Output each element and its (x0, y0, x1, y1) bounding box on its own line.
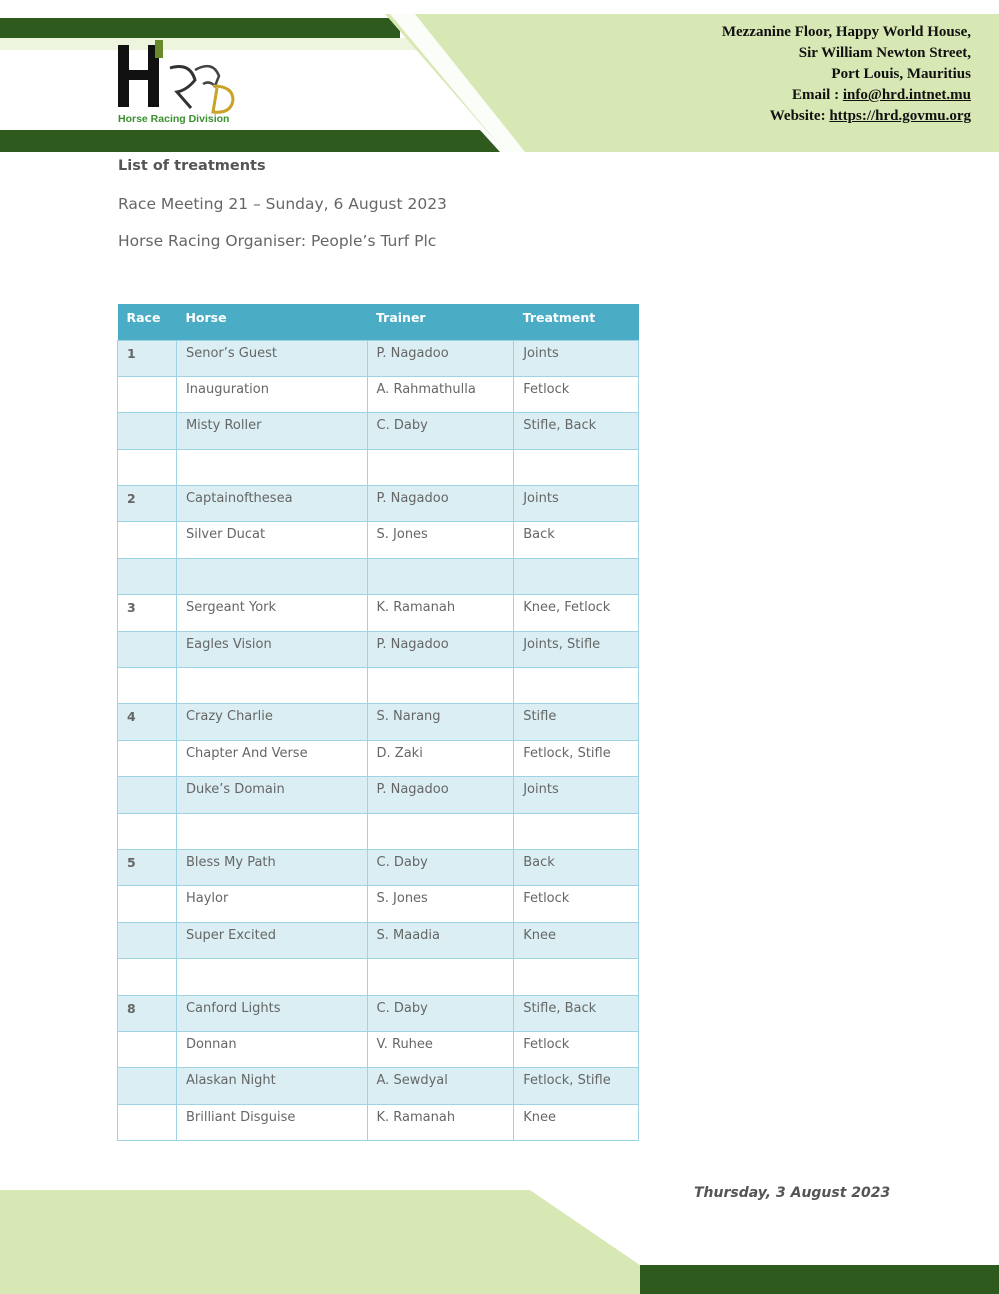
cell-trainer: D. Zaki (367, 740, 514, 776)
table-row (118, 922, 639, 958)
cell-treatment: Joints (514, 777, 639, 813)
cell-treatment: Back (514, 522, 639, 558)
table-row (118, 522, 639, 558)
cell-race (118, 1031, 177, 1067)
cell-race: 1 (118, 340, 177, 376)
cell-trainer: S. Jones (367, 886, 514, 922)
cell-horse: Inauguration (176, 376, 367, 412)
document-title: List of treatments (118, 158, 266, 174)
cell-horse: Bless My Path (176, 849, 367, 885)
cell-trainer: A. Sewdyal (367, 1068, 514, 1104)
cell-horse (176, 558, 367, 594)
table-row (118, 449, 639, 485)
table-row (118, 668, 639, 704)
cell-race (118, 959, 177, 995)
table-row (118, 413, 639, 449)
cell-trainer: S. Maadia (367, 922, 514, 958)
table-row (118, 376, 639, 412)
email-line (722, 85, 971, 106)
email-label: Email : (792, 87, 843, 103)
cell-treatment: Fetlock (514, 1031, 639, 1067)
footer-date: Thursday, 3 August 2023 (694, 1185, 891, 1201)
cell-trainer: A. Rahmathulla (367, 376, 514, 412)
cell-horse: Senor’s Guest (176, 340, 367, 376)
race-meeting: Race Meeting 21 – Sunday, 6 August 2023 (118, 195, 447, 213)
table-row (118, 558, 639, 594)
cell-treatment: Stifle, Back (514, 413, 639, 449)
cell-race (118, 777, 177, 813)
cell-horse: Haylor (176, 886, 367, 922)
cell-trainer: K. Ramanah (367, 595, 514, 631)
cell-trainer: C. Daby (367, 995, 514, 1031)
cell-treatment: Fetlock (514, 376, 639, 412)
cell-race: 5 (118, 849, 177, 885)
cell-race (118, 413, 177, 449)
table-row (118, 1104, 639, 1140)
cell-treatment: Fetlock, Stifle (514, 740, 639, 776)
cell-treatment (514, 813, 639, 849)
website-line (722, 106, 971, 127)
cell-horse (176, 959, 367, 995)
cell-race (118, 922, 177, 958)
table-row (118, 995, 639, 1031)
footer-banner (0, 1185, 999, 1294)
cell-race (118, 668, 177, 704)
table-row (118, 340, 639, 376)
cell-race (118, 631, 177, 667)
cell-horse: Donnan (176, 1031, 367, 1067)
cell-horse: Super Excited (176, 922, 367, 958)
cell-race (118, 886, 177, 922)
cell-treatment (514, 558, 639, 594)
website-label: Website: (769, 108, 830, 124)
cell-horse: Crazy Charlie (176, 704, 367, 740)
cell-treatment: Knee (514, 922, 639, 958)
cell-treatment: Stifle, Back (514, 995, 639, 1031)
table-row (118, 704, 639, 740)
cell-horse: Chapter And Verse (176, 740, 367, 776)
cell-treatment (514, 449, 639, 485)
cell-race (118, 1068, 177, 1104)
cell-race: 8 (118, 995, 177, 1031)
cell-treatment: Fetlock, Stifle (514, 1068, 639, 1104)
table-row (118, 1031, 639, 1067)
cell-trainer: C. Daby (367, 413, 514, 449)
cell-horse: Sergeant York (176, 595, 367, 631)
cell-horse: Alaskan Night (176, 1068, 367, 1104)
cell-race: 3 (118, 595, 177, 631)
cell-race (118, 558, 177, 594)
header-trainer: Trainer (367, 304, 514, 340)
cell-horse: Brilliant Disguise (176, 1104, 367, 1140)
cell-race (118, 449, 177, 485)
table-row (118, 595, 639, 631)
cell-trainer: P. Nagadoo (367, 631, 514, 667)
cell-treatment: Joints (514, 340, 639, 376)
contact-address (722, 22, 971, 127)
cell-horse: Misty Roller (176, 413, 367, 449)
cell-trainer: P. Nagadoo (367, 340, 514, 376)
treatments-table (117, 304, 639, 1141)
cell-treatment: Fetlock (514, 886, 639, 922)
cell-treatment: Joints, Stifle (514, 631, 639, 667)
logo-caption: Horse Racing Division (118, 113, 230, 125)
cell-horse (176, 449, 367, 485)
cell-race (118, 813, 177, 849)
cell-trainer (367, 668, 514, 704)
table-row (118, 631, 639, 667)
cell-trainer: P. Nagadoo (367, 777, 514, 813)
cell-horse: Canford Lights (176, 995, 367, 1031)
table-row (118, 849, 639, 885)
cell-race (118, 376, 177, 412)
header-horse: Horse (176, 304, 367, 340)
cell-trainer (367, 959, 514, 995)
table-row (118, 959, 639, 995)
cell-horse (176, 813, 367, 849)
table-row (118, 813, 639, 849)
header-race: Race (118, 304, 177, 340)
cell-treatment (514, 959, 639, 995)
cell-trainer (367, 813, 514, 849)
race-organiser: Horse Racing Organiser: People’s Turf Plc (118, 232, 437, 250)
cell-treatment: Back (514, 849, 639, 885)
cell-trainer: S. Jones (367, 522, 514, 558)
cell-trainer: K. Ramanah (367, 1104, 514, 1140)
table-row (118, 486, 639, 522)
address-line-1: Mezzanine Floor, Happy World House, (721, 24, 971, 40)
cell-trainer: S. Narang (367, 704, 514, 740)
cell-treatment: Stifle (514, 704, 639, 740)
cell-horse: Captainofthesea (176, 486, 367, 522)
cell-horse: Duke’s Domain (176, 777, 367, 813)
cell-race: 2 (118, 486, 177, 522)
cell-horse: Eagles Vision (176, 631, 367, 667)
cell-treatment: Knee, Fetlock (514, 595, 639, 631)
cell-trainer: P. Nagadoo (367, 486, 514, 522)
website-link[interactable]: https://hrd.govmu.org (829, 108, 971, 124)
cell-horse (176, 668, 367, 704)
table-row (118, 777, 639, 813)
email-link[interactable]: info@hrd.intnet.mu (842, 87, 971, 103)
cell-trainer: C. Daby (367, 849, 514, 885)
cell-race (118, 522, 177, 558)
table-row (118, 740, 639, 776)
cell-race (118, 740, 177, 776)
address-line-2: Sir William Newton Street, (798, 45, 971, 61)
table-row (118, 886, 639, 922)
cell-trainer (367, 449, 514, 485)
cell-race: 4 (118, 704, 177, 740)
table-row (118, 1068, 639, 1104)
cell-treatment (514, 668, 639, 704)
address-line-3: Port Louis, Mauritius (831, 66, 971, 82)
cell-trainer: V. Ruhee (367, 1031, 514, 1067)
table-header-row (118, 304, 639, 340)
cell-treatment: Joints (514, 486, 639, 522)
cell-horse: Silver Ducat (176, 522, 367, 558)
cell-trainer (367, 558, 514, 594)
header-treatment: Treatment (514, 304, 639, 340)
cell-race (118, 1104, 177, 1140)
cell-treatment: Knee (514, 1104, 639, 1140)
